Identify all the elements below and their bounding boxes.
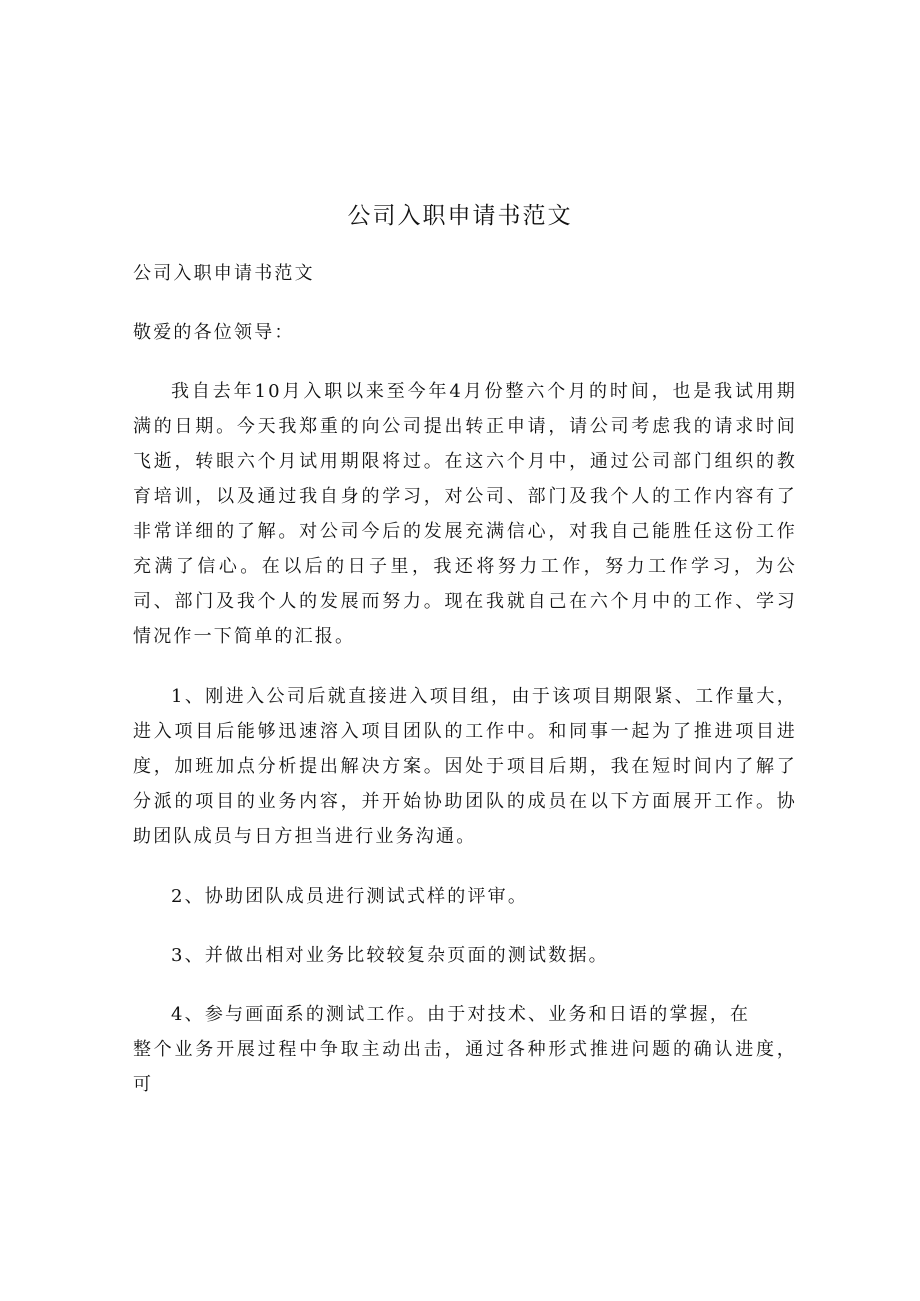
salutation: 敬爱的各位领导：: [133, 322, 295, 343]
document-title: 公司入职申请书范文: [347, 203, 573, 229]
document-body: [133, 256, 797, 1127]
paragraph-item-3: 3、并做出相对业务比较较复杂页面的测试数据。: [171, 945, 609, 966]
paragraph-item-4-line-1: 4、参与画面系的测试工作。由于对技术、业务和日语的掌握，在: [171, 1004, 751, 1025]
paragraph-item-1: 1、刚进入公司后就直接进入项目组，由于该项目期限紧、工作量大，进入项目后能够迅速溶入项目团队的工作中。和同事一起为了推进项目进度，加班加点分析提出解决方案。因处于项目后期，我在短时间内了解了分派的项目的业务内容，并开始协助团队的成员在以下方面展开工作。协助团队成员与日方担当进行业务沟通。: [133, 686, 797, 847]
paragraph-item-4: [133, 997, 797, 1102]
paragraph-item-4-continuation: 整个业务开展过程中争取主动出击，通过各种形式推进问题的确认进度，可: [133, 1039, 797, 1095]
paragraph-intro: 我自去年10月入职以来至今年4月份整六个月的时间，也是我试用期满的日期。今天我郑重的向公司提出转正申请，请公司考虑我的请求时间飞逝，转眼六个月试用期限将过。在这六个月中，通过公司部门组织的教育培训，以及通过我自身的学习，对公司、部门及我个人的工作内容有了非常详细的了解。对公司今后的发展充满信心，对我自己能胜任这份工作充满了信心。在以后的日子里，我还将努力工作，努力工作学习，为公司、部门及我个人的发展而努力。现在我就自己在六个月中的工作、学习情况作一下简单的汇报。: [133, 381, 797, 647]
paragraph-item-2: 2、协助团队成员进行测试式样的评审。: [171, 886, 529, 907]
document-subtitle: 公司入职申请书范文: [133, 263, 315, 284]
